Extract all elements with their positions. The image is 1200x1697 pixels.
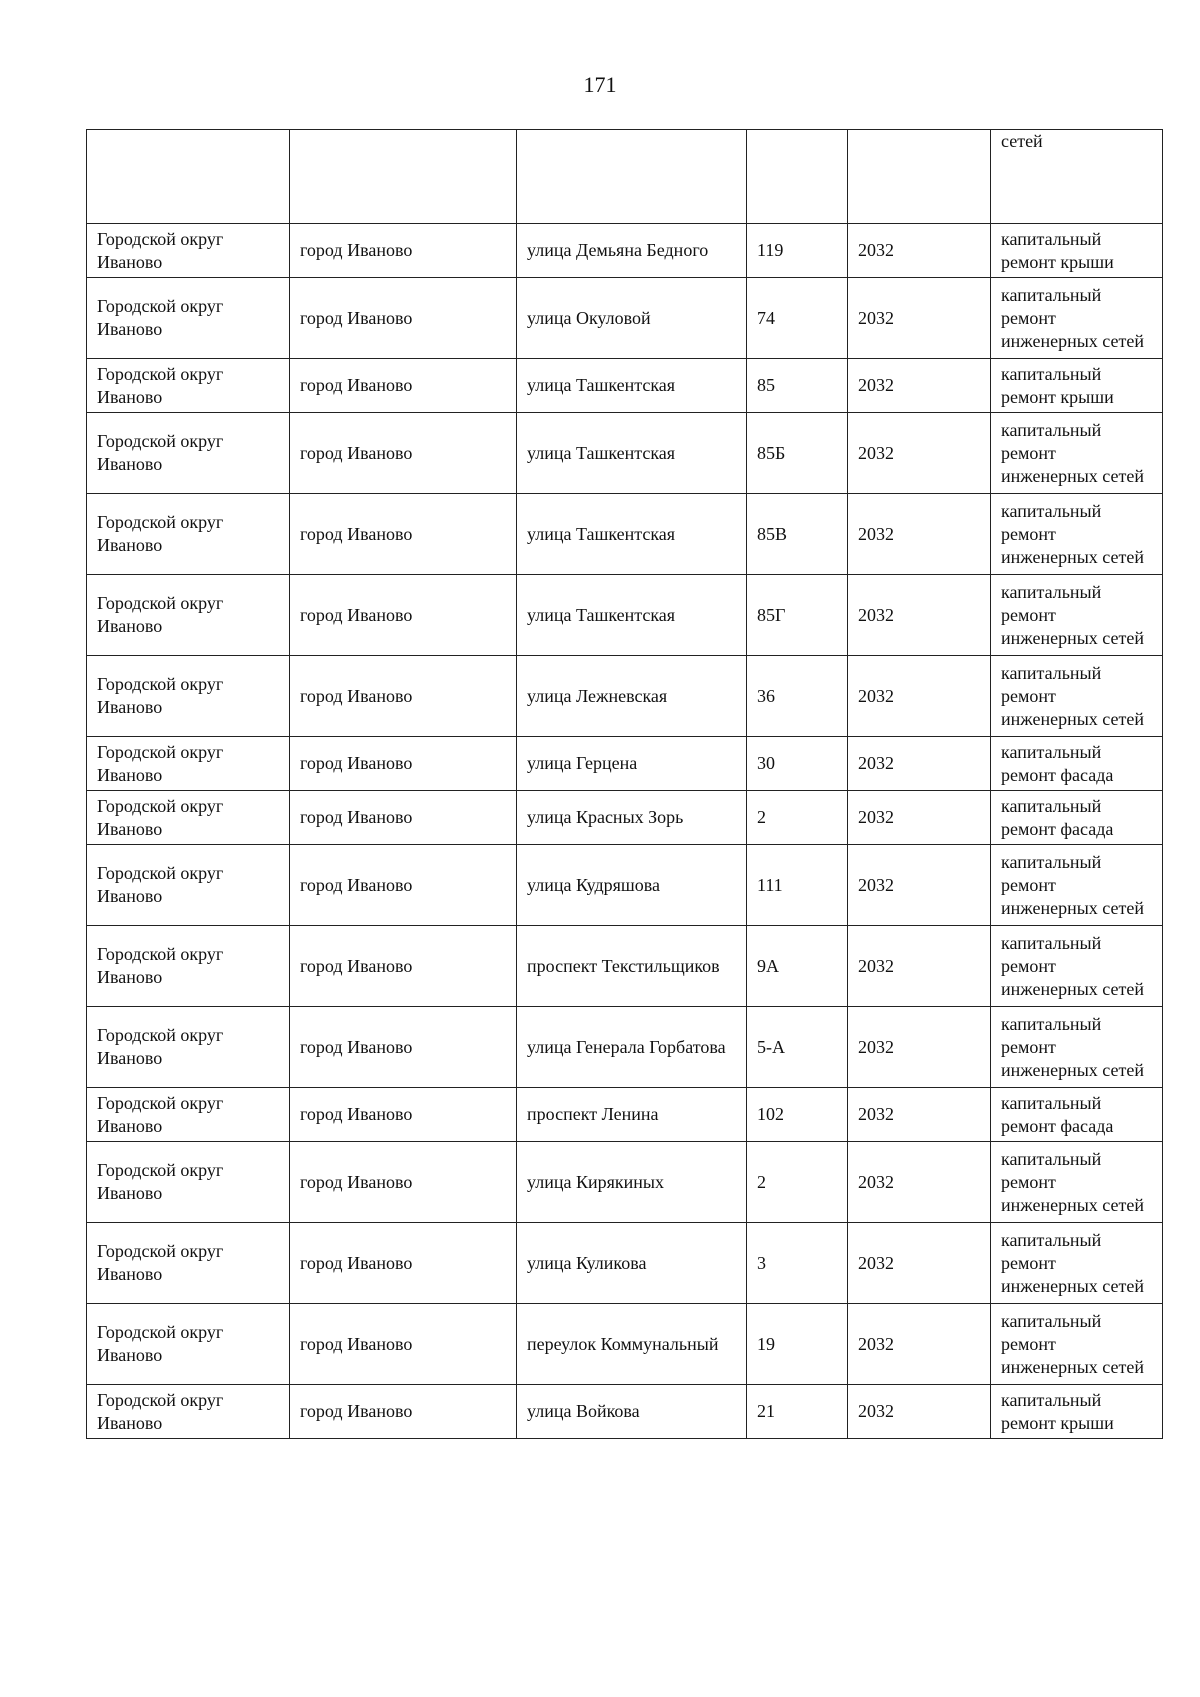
table-row xyxy=(87,278,1163,359)
cell-year: 2032 xyxy=(848,1385,991,1439)
cell-work: капитальный ремонт фасада xyxy=(991,737,1163,791)
cell-city: город Иваново xyxy=(290,575,517,656)
cell-year: 2032 xyxy=(848,278,991,359)
cell-house: 5-А xyxy=(747,1007,848,1088)
table-row xyxy=(87,1304,1163,1385)
table-row xyxy=(87,656,1163,737)
cell-house: 2 xyxy=(747,791,848,845)
cell-house: 21 xyxy=(747,1385,848,1439)
cell-city xyxy=(290,130,517,224)
table-row xyxy=(87,413,1163,494)
cell-street: улица Войкова xyxy=(517,1385,747,1439)
cell-district: Городской округ Иваново xyxy=(87,737,290,791)
cell-work: капитальный ремонт инженерных сетей xyxy=(991,413,1163,494)
table-row xyxy=(87,575,1163,656)
cell-district: Городской округ Иваново xyxy=(87,926,290,1007)
table-row xyxy=(87,737,1163,791)
cell-city: город Иваново xyxy=(290,359,517,413)
cell-year: 2032 xyxy=(848,1304,991,1385)
cell-city: город Иваново xyxy=(290,1142,517,1223)
cell-street: улица Лежневская xyxy=(517,656,747,737)
cell-year: 2032 xyxy=(848,224,991,278)
cell-year: 2032 xyxy=(848,791,991,845)
table-row xyxy=(87,1007,1163,1088)
cell-street: улица Окуловой xyxy=(517,278,747,359)
cell-year: 2032 xyxy=(848,575,991,656)
cell-house: 9А xyxy=(747,926,848,1007)
cell-year: 2032 xyxy=(848,656,991,737)
cell-district: Городской округ Иваново xyxy=(87,494,290,575)
cell-street: улица Кудряшова xyxy=(517,845,747,926)
cell-city: город Иваново xyxy=(290,1088,517,1142)
cell-district: Городской округ Иваново xyxy=(87,1088,290,1142)
cell-work: капитальный ремонт крыши xyxy=(991,359,1163,413)
table-row xyxy=(87,791,1163,845)
cell-city: город Иваново xyxy=(290,1304,517,1385)
cell-house: 3 xyxy=(747,1223,848,1304)
cell-work: капитальный ремонт инженерных сетей xyxy=(991,926,1163,1007)
table-row xyxy=(87,1088,1163,1142)
cell-street: улица Демьяна Бедного xyxy=(517,224,747,278)
cell-work: капитальный ремонт инженерных сетей xyxy=(991,656,1163,737)
cell-year: 2032 xyxy=(848,494,991,575)
cell-house: 36 xyxy=(747,656,848,737)
cell-year: 2032 xyxy=(848,926,991,1007)
cell-city: город Иваново xyxy=(290,845,517,926)
table-body xyxy=(87,130,1163,1439)
cell-city: город Иваново xyxy=(290,224,517,278)
cell-district: Городской округ Иваново xyxy=(87,575,290,656)
cell-street: проспект Ленина xyxy=(517,1088,747,1142)
cell-house: 119 xyxy=(747,224,848,278)
cell-street: переулок Коммунальный xyxy=(517,1304,747,1385)
cell-work: капитальный ремонт фасада xyxy=(991,791,1163,845)
cell-street: улица Куликова xyxy=(517,1223,747,1304)
cell-city: город Иваново xyxy=(290,1007,517,1088)
cell-street: улица Кирякиных xyxy=(517,1142,747,1223)
cell-city: город Иваново xyxy=(290,1223,517,1304)
cell-year: 2032 xyxy=(848,1007,991,1088)
cell-city: город Иваново xyxy=(290,656,517,737)
cell-district: Городской округ Иваново xyxy=(87,1304,290,1385)
cell-street xyxy=(517,130,747,224)
cell-work: капитальный ремонт фасада xyxy=(991,1088,1163,1142)
cell-city: город Иваново xyxy=(290,737,517,791)
cell-city: город Иваново xyxy=(290,791,517,845)
cell-district: Городской округ Иваново xyxy=(87,1223,290,1304)
cell-district: Городской округ Иваново xyxy=(87,1007,290,1088)
cell-house: 102 xyxy=(747,1088,848,1142)
table-row-continuation xyxy=(87,130,1163,224)
cell-district: Городской округ Иваново xyxy=(87,413,290,494)
cell-street: улица Генерала Горбатова xyxy=(517,1007,747,1088)
cell-work: капитальный ремонт инженерных сетей xyxy=(991,845,1163,926)
cell-district: Городской округ Иваново xyxy=(87,791,290,845)
cell-work: капитальный ремонт инженерных сетей xyxy=(991,1223,1163,1304)
cell-work: капитальный ремонт инженерных сетей xyxy=(991,1007,1163,1088)
cell-district xyxy=(87,130,290,224)
cell-year: 2032 xyxy=(848,1088,991,1142)
cell-district: Городской округ Иваново xyxy=(87,224,290,278)
cell-year: 2032 xyxy=(848,845,991,926)
cell-district: Городской округ Иваново xyxy=(87,1385,290,1439)
cell-street: улица Ташкентская xyxy=(517,413,747,494)
page-number: 171 xyxy=(583,72,617,97)
table-row xyxy=(87,494,1163,575)
cell-house: 85 xyxy=(747,359,848,413)
cell-house: 2 xyxy=(747,1142,848,1223)
cell-house: 85Б xyxy=(747,413,848,494)
cell-street: улица Ташкентская xyxy=(517,359,747,413)
cell-year xyxy=(848,130,991,224)
cell-district: Городской округ Иваново xyxy=(87,845,290,926)
cell-year: 2032 xyxy=(848,1142,991,1223)
cell-street: улица Герцена xyxy=(517,737,747,791)
table-row xyxy=(87,224,1163,278)
cell-work: сетей xyxy=(991,130,1163,224)
cell-work: капитальный ремонт крыши xyxy=(991,1385,1163,1439)
cell-city: город Иваново xyxy=(290,494,517,575)
cell-street: улица Ташкентская xyxy=(517,494,747,575)
cell-house: 85Г xyxy=(747,575,848,656)
cell-work: капитальный ремонт инженерных сетей xyxy=(991,1142,1163,1223)
cell-work: капитальный ремонт инженерных сетей xyxy=(991,494,1163,575)
cell-district: Городской округ Иваново xyxy=(87,359,290,413)
cell-city: город Иваново xyxy=(290,413,517,494)
cell-work: капитальный ремонт инженерных сетей xyxy=(991,278,1163,359)
cell-work: капитальный ремонт инженерных сетей xyxy=(991,575,1163,656)
table-row xyxy=(87,1142,1163,1223)
cell-work: капитальный ремонт крыши xyxy=(991,224,1163,278)
cell-house: 19 xyxy=(747,1304,848,1385)
cell-city: город Иваново xyxy=(290,278,517,359)
cell-year: 2032 xyxy=(848,737,991,791)
cell-district: Городской округ Иваново xyxy=(87,1142,290,1223)
cell-year: 2032 xyxy=(848,413,991,494)
cell-house xyxy=(747,130,848,224)
cell-street: проспект Текстильщиков xyxy=(517,926,747,1007)
table-row xyxy=(87,845,1163,926)
cell-house: 30 xyxy=(747,737,848,791)
cell-year: 2032 xyxy=(848,1223,991,1304)
table-row xyxy=(87,926,1163,1007)
table-row xyxy=(87,1223,1163,1304)
cell-work: капитальный ремонт инженерных сетей xyxy=(991,1304,1163,1385)
cell-house: 85В xyxy=(747,494,848,575)
table-row xyxy=(87,359,1163,413)
cell-street: улица Ташкентская xyxy=(517,575,747,656)
cell-year: 2032 xyxy=(848,359,991,413)
cell-house: 74 xyxy=(747,278,848,359)
cell-city: город Иваново xyxy=(290,1385,517,1439)
cell-district: Городской округ Иваново xyxy=(87,278,290,359)
cell-house: 111 xyxy=(747,845,848,926)
repair-schedule-table xyxy=(86,129,1163,1439)
cell-street: улица Красных Зорь xyxy=(517,791,747,845)
cell-city: город Иваново xyxy=(290,926,517,1007)
cell-district: Городской округ Иваново xyxy=(87,656,290,737)
table-row xyxy=(87,1385,1163,1439)
